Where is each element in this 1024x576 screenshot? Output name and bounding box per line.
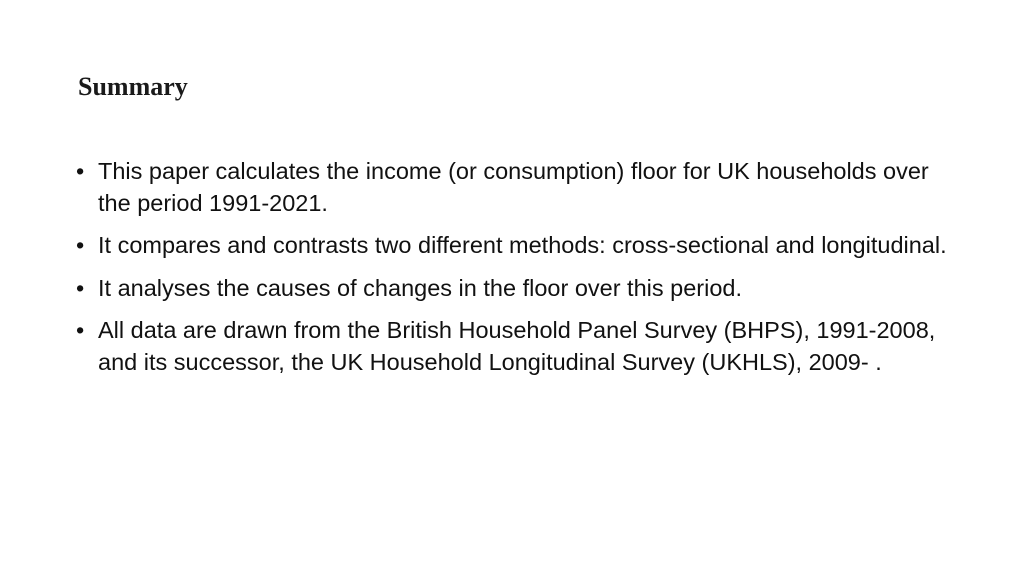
bullet-icon: •: [76, 232, 85, 258]
bullet-text: This paper calculates the income (or consumption) floor for UK households over the period 1991-2021.: [98, 158, 929, 216]
bullet-text: It compares and contrasts two different methods: cross-sectional and longitudinal.: [98, 232, 947, 258]
bullet-item: [74, 230, 954, 262]
bullet-icon: •: [76, 158, 85, 184]
bullet-item: [74, 156, 954, 219]
bullet-list: [74, 156, 954, 389]
bullet-item: [74, 273, 954, 305]
bullet-icon: •: [76, 317, 85, 343]
bullet-item: [74, 315, 954, 378]
bullet-icon: •: [76, 274, 85, 301]
bullet-text: All data are drawn from the British Household Panel Survey (BHPS), 1991-2008, and its successor, the UK Household Longitudinal Survey (UKHLS), 2009- .: [98, 317, 936, 375]
bullet-text: It analyses the causes of changes in the floor over this period.: [98, 274, 743, 301]
slide-title: Summary: [78, 72, 188, 101]
